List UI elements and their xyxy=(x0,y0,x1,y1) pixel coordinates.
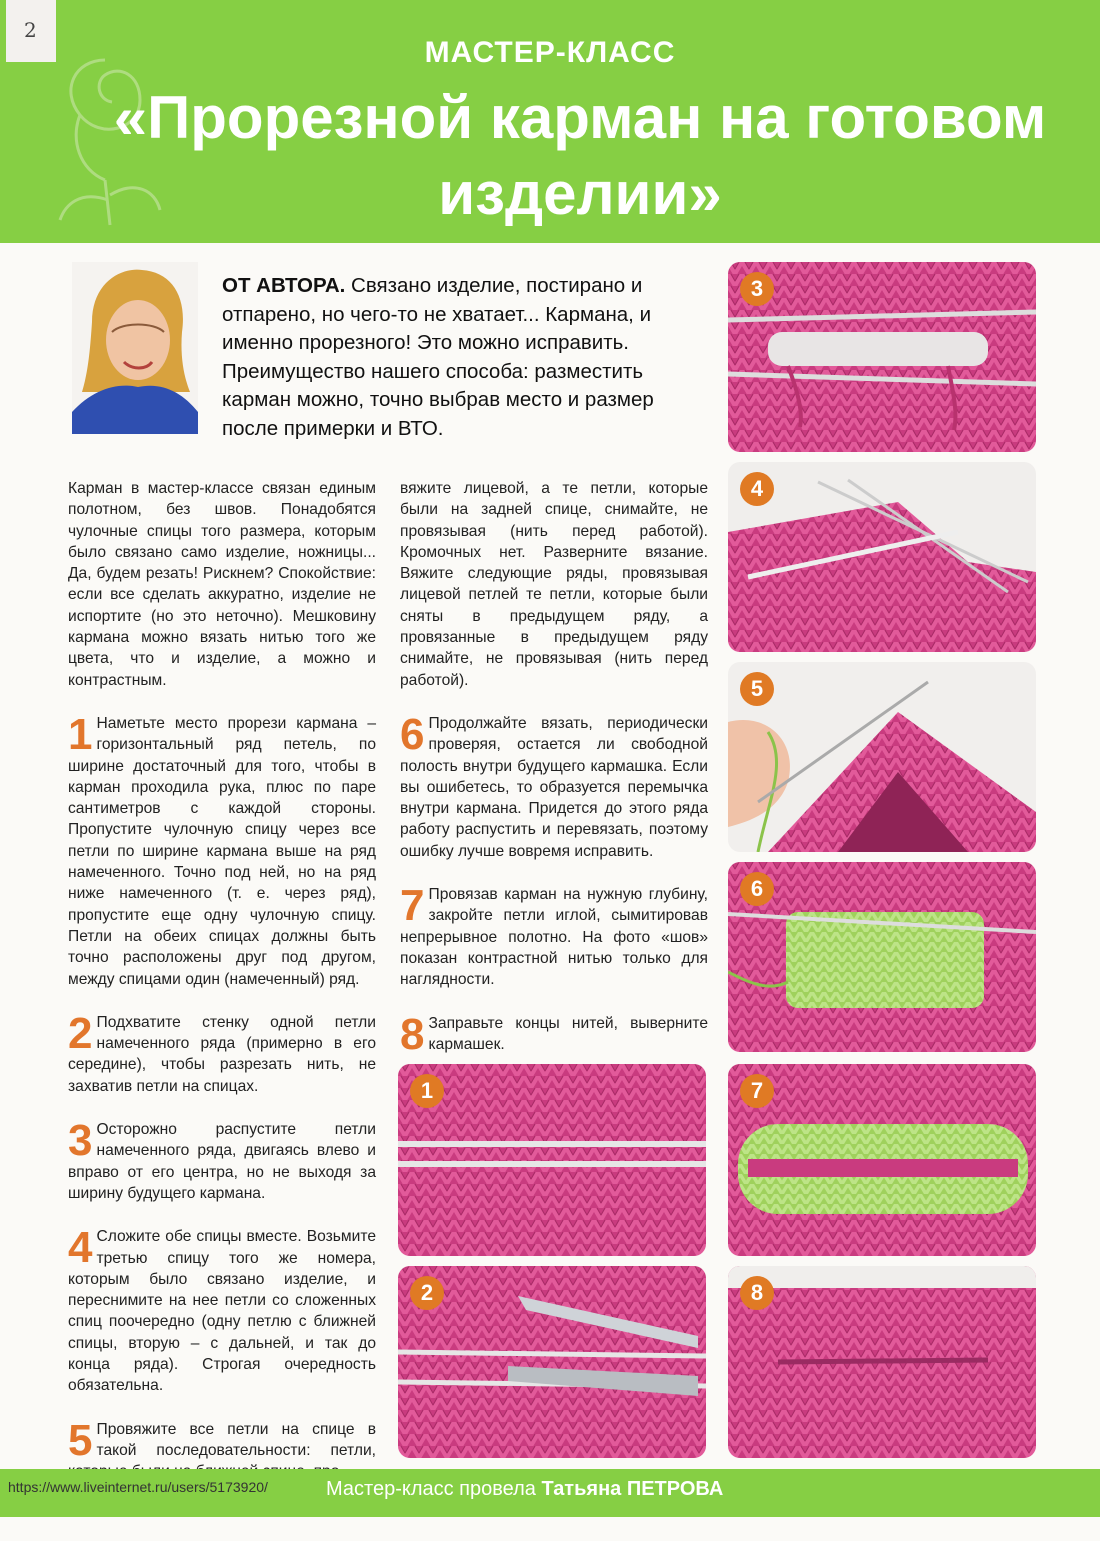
step-3 xyxy=(68,1116,376,1204)
step-2 xyxy=(68,1008,376,1097)
photo-label: 2 xyxy=(410,1276,444,1310)
step-text: Провязав карман на нужную глубину, закройте петли иглой, сымитировав непрерывное полотно. На фото «шов» показан контрастной нитью только для наглядности. xyxy=(400,886,708,989)
intro-paragraph: Карман в мастер-классе связан единым полотном, без швов. Понадобятся чулочные спицы того размера, которым было связано само изделие, ножницы... Да, будем резать! Рискнем? Спокойствие: если все сделать аккуратно, изделие не испортите (но это неточно). Мешковину кармана можно вязать нитью того же цвета, что и изделие, а можно и контрастным. xyxy=(68,480,376,689)
step-photo-7 xyxy=(728,1064,1036,1256)
step-photo-8 xyxy=(728,1266,1036,1458)
photo-label: 1 xyxy=(410,1074,444,1108)
credit-prefix: Мастер-класс провела xyxy=(326,1478,542,1500)
step-number: 5 xyxy=(68,1415,93,1465)
step-number: 3 xyxy=(68,1116,93,1166)
credit-name: Татьяна ПЕТРОВА xyxy=(541,1478,724,1500)
step-number: 7 xyxy=(400,881,425,931)
photo-label: 7 xyxy=(740,1074,774,1108)
step-text: Наметьте место прорези кармана – горизонтальный ряд петель, по ширине достаточный для того, чтобы в карман проходила рука, плюс по паре сантиметров с каждой стороны. Пропустите чулочную спицу через все петли по ширине кармана выше на ряд намеченного. Точно под ней, но на ряд ниже намеченного (т. е. через ряд), пропустите еще одну чулочную спицу. Петли на обеих спицах должны быть точно расположены друг под другом, между спицами один (намеченный) ряд. xyxy=(68,714,376,988)
step-4 xyxy=(68,1223,376,1396)
text-column-left xyxy=(68,478,376,1482)
step-photo-6 xyxy=(728,862,1036,1052)
photo-label: 4 xyxy=(740,472,774,506)
step-6 xyxy=(400,709,708,862)
step-8 xyxy=(400,1009,708,1059)
source-url[interactable]: https://www.liveinternet.ru/users/5173920/ xyxy=(8,1479,268,1495)
photo-label: 8 xyxy=(740,1276,774,1310)
step-text: Провяжите все петли на спице в такой последовательности: петли, xyxy=(96,1420,376,1459)
text-column-middle xyxy=(400,478,708,1059)
step-photo-3 xyxy=(728,262,1036,452)
page-number: 2 xyxy=(6,0,56,62)
step-photo-1 xyxy=(398,1064,706,1256)
step-photo-4 xyxy=(728,462,1036,652)
kicker: МАСТЕР-КЛАСС xyxy=(424,36,676,69)
step-number: 4 xyxy=(68,1223,93,1273)
author-credit xyxy=(326,1478,723,1501)
page-title: «Прорезной карман на готовом изделии» xyxy=(113,84,1047,227)
step-text: Сложите обе спицы вместе. Возьмите третью спицу того же номера, которым было связано изделие, и переснимите на нее петли со сложенных спиц поочередно (одну петлю с ближней спицы, вторую – с дальней, и так до конца ряда). Строгая очередность обязательна. xyxy=(68,1228,376,1395)
step-1 xyxy=(68,709,376,990)
step-photo-5 xyxy=(728,662,1036,852)
step-7 xyxy=(400,881,708,990)
step-number: 8 xyxy=(400,1009,425,1059)
step-photo-2 xyxy=(398,1266,706,1458)
step-number: 6 xyxy=(400,709,425,759)
step-text: Осторожно распустите петли намеченного ряда, двигаясь влево и вправо от его центра, но не выходя за ширину будущего кармана. xyxy=(68,1121,376,1202)
intro-lead: ОТ АВТОРА. xyxy=(222,274,346,297)
photo-label: 5 xyxy=(740,672,774,706)
photo-label: 3 xyxy=(740,272,774,306)
intro-text: Связано изделие, постирано и отпарено, но чего-то не хватает... Кармана, и именно прорезного! Это можно исправить. Преимущество нашего способа: разместить карман можно, точно выбрав место и размер после примерки и ВТО. xyxy=(222,274,654,440)
author-portrait xyxy=(72,262,198,434)
step-text: Подхватите стенку одной петли намеченного ряда (примерно в его середине), чтобы разрезать нить, не захватив петли на спицах. xyxy=(68,1013,376,1095)
step-text: Продолжайте вязать, периодически проверяя, остается ли свободной полость внутри будущего кармашка. Если вы ошибетесь, то образуется перемычка внутри кармана. Придется до этого ряда работу распустить и перевязать, поэтому ошибку лучше вовремя исправить. xyxy=(400,714,708,860)
step-number: 2 xyxy=(68,1008,93,1058)
step-number: 1 xyxy=(68,709,93,759)
step-5-continued: вяжите лицевой, а те петли, которые были на задней спице, снимайте, не провязывая (нить перед работой). Кромочных нет. Разверните вязание. Вяжите следующие ряды, провязывая лицевой петлей те петли, которые были сняты в предыдущем ряду, а провязанные в предыдущем ряду снимайте, не провязывая (нить перед работой). xyxy=(400,480,708,689)
step-text: Заправьте концы нитей, выверните кармашек. xyxy=(428,1014,708,1053)
author-intro xyxy=(222,272,692,443)
photo-label: 6 xyxy=(740,872,774,906)
